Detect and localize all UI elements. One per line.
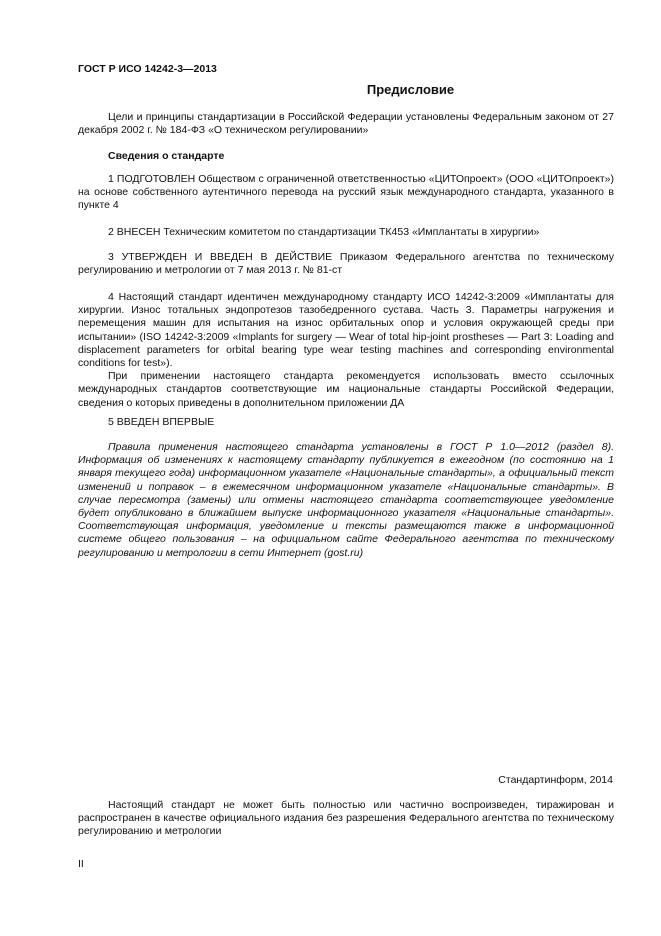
rules-note-text: Правила применения настоящего стандарта установлены в ГОСТ Р 1.0—2012 (раздел 8). Информация об изменениях к настоящему стандарту публикуется в ежегодном (по состоянию на 1 января текущего года) информационном указателе «Национальные стандарты», а официальный текст изменений и поправок – в ежемесячном информационном указателе «Национальные стандарты». В случае пересмотра (замены) или отмены настоящего стандарта соответствующее уведомление будет опубликовано в ближайшем выпуске информационного указателя «Национальные стандарты». Соответствующая информация, уведомление и тексты размещаются также в информационной системе общего пользования – на официальном сайте Федерального агентства по техническому регулированию и метрологии в сети Интернет (gost.ru): [78, 441, 614, 559]
info-heading: Сведения о стандарте: [108, 150, 225, 162]
item-4b-text: При применении настоящего стандарта рекомендуется использовать вместо ссылочных международных стандартов соответствующие им национальные стандарты Российской Федерации, сведения о которых приведены в дополнительном приложении ДА: [78, 370, 614, 409]
item-3-paragraph: [78, 251, 614, 277]
item-1-text: 1 ПОДГОТОВЛЕН Обществом с ограниченной ответственностью «ЦИТОпроект» (ООО «ЦИТОпроект») на основе собственного аутентичного перевода на русский язык международного стандарта, указанного в пункте 4: [78, 173, 614, 212]
item-3-text: 3 УТВЕРЖДЕН И ВВЕДЕН В ДЕЙСТВИЕ Приказом Федерального агентства по техническому регулированию и метрологии от 7 мая 2013 г. № 81-ст: [78, 251, 614, 277]
page-title: Предисловие: [366, 82, 455, 97]
page-number: II: [78, 858, 84, 870]
item-2-text: 2 ВНЕСЕН Техническим комитетом по стандартизации ТК453 «Имплантаты в хирургии»: [108, 226, 540, 238]
item-4-text: 4 Настоящий стандарт идентичен международному стандарту ИСО 14242-3:2009 «Имплантаты для хирургии. Износ тотальных эндопротезов тазобедренного сустава. Часть 3. Параметры нагружения и перемещения машин для испытания на износ орбитальных опор и условия окружающей среды при испытании» (ISO 14242-3:2009 «Implants for surgery — Wear of total hip-joint prostheses — Part 3: Loading and displacement parameters for orbital bearing type wear testing machines and corresponding environmental conditions for test»).: [78, 291, 614, 370]
intro-paragraph: [78, 111, 614, 137]
rules-note-paragraph: [78, 441, 614, 560]
item-2-paragraph: [78, 226, 614, 239]
item-1-paragraph: [78, 173, 614, 213]
item-4-paragraph: [78, 291, 614, 410]
standard-code-header: ГОСТ Р ИСО 14242-3—2013: [78, 63, 217, 75]
intro-text: Цели и принципы стандартизации в Российской Федерации установлены Федеральным законом от 27 декабря 2002 г. № 184-ФЗ «О техническом регулировании»: [78, 111, 614, 137]
item-5-paragraph: [78, 416, 614, 429]
copyright-paragraph: [78, 799, 614, 839]
publisher-line: Стандартинформ, 2014: [498, 774, 613, 786]
copyright-text: Настоящий стандарт не может быть полностью или частично воспроизведен, тиражирован и распространен в качестве официального издания без разрешения Федерального агентства по техническому регулированию и метрологии: [78, 799, 614, 838]
item-5-text: 5 ВВЕДЕН ВПЕРВЫЕ: [108, 416, 215, 428]
